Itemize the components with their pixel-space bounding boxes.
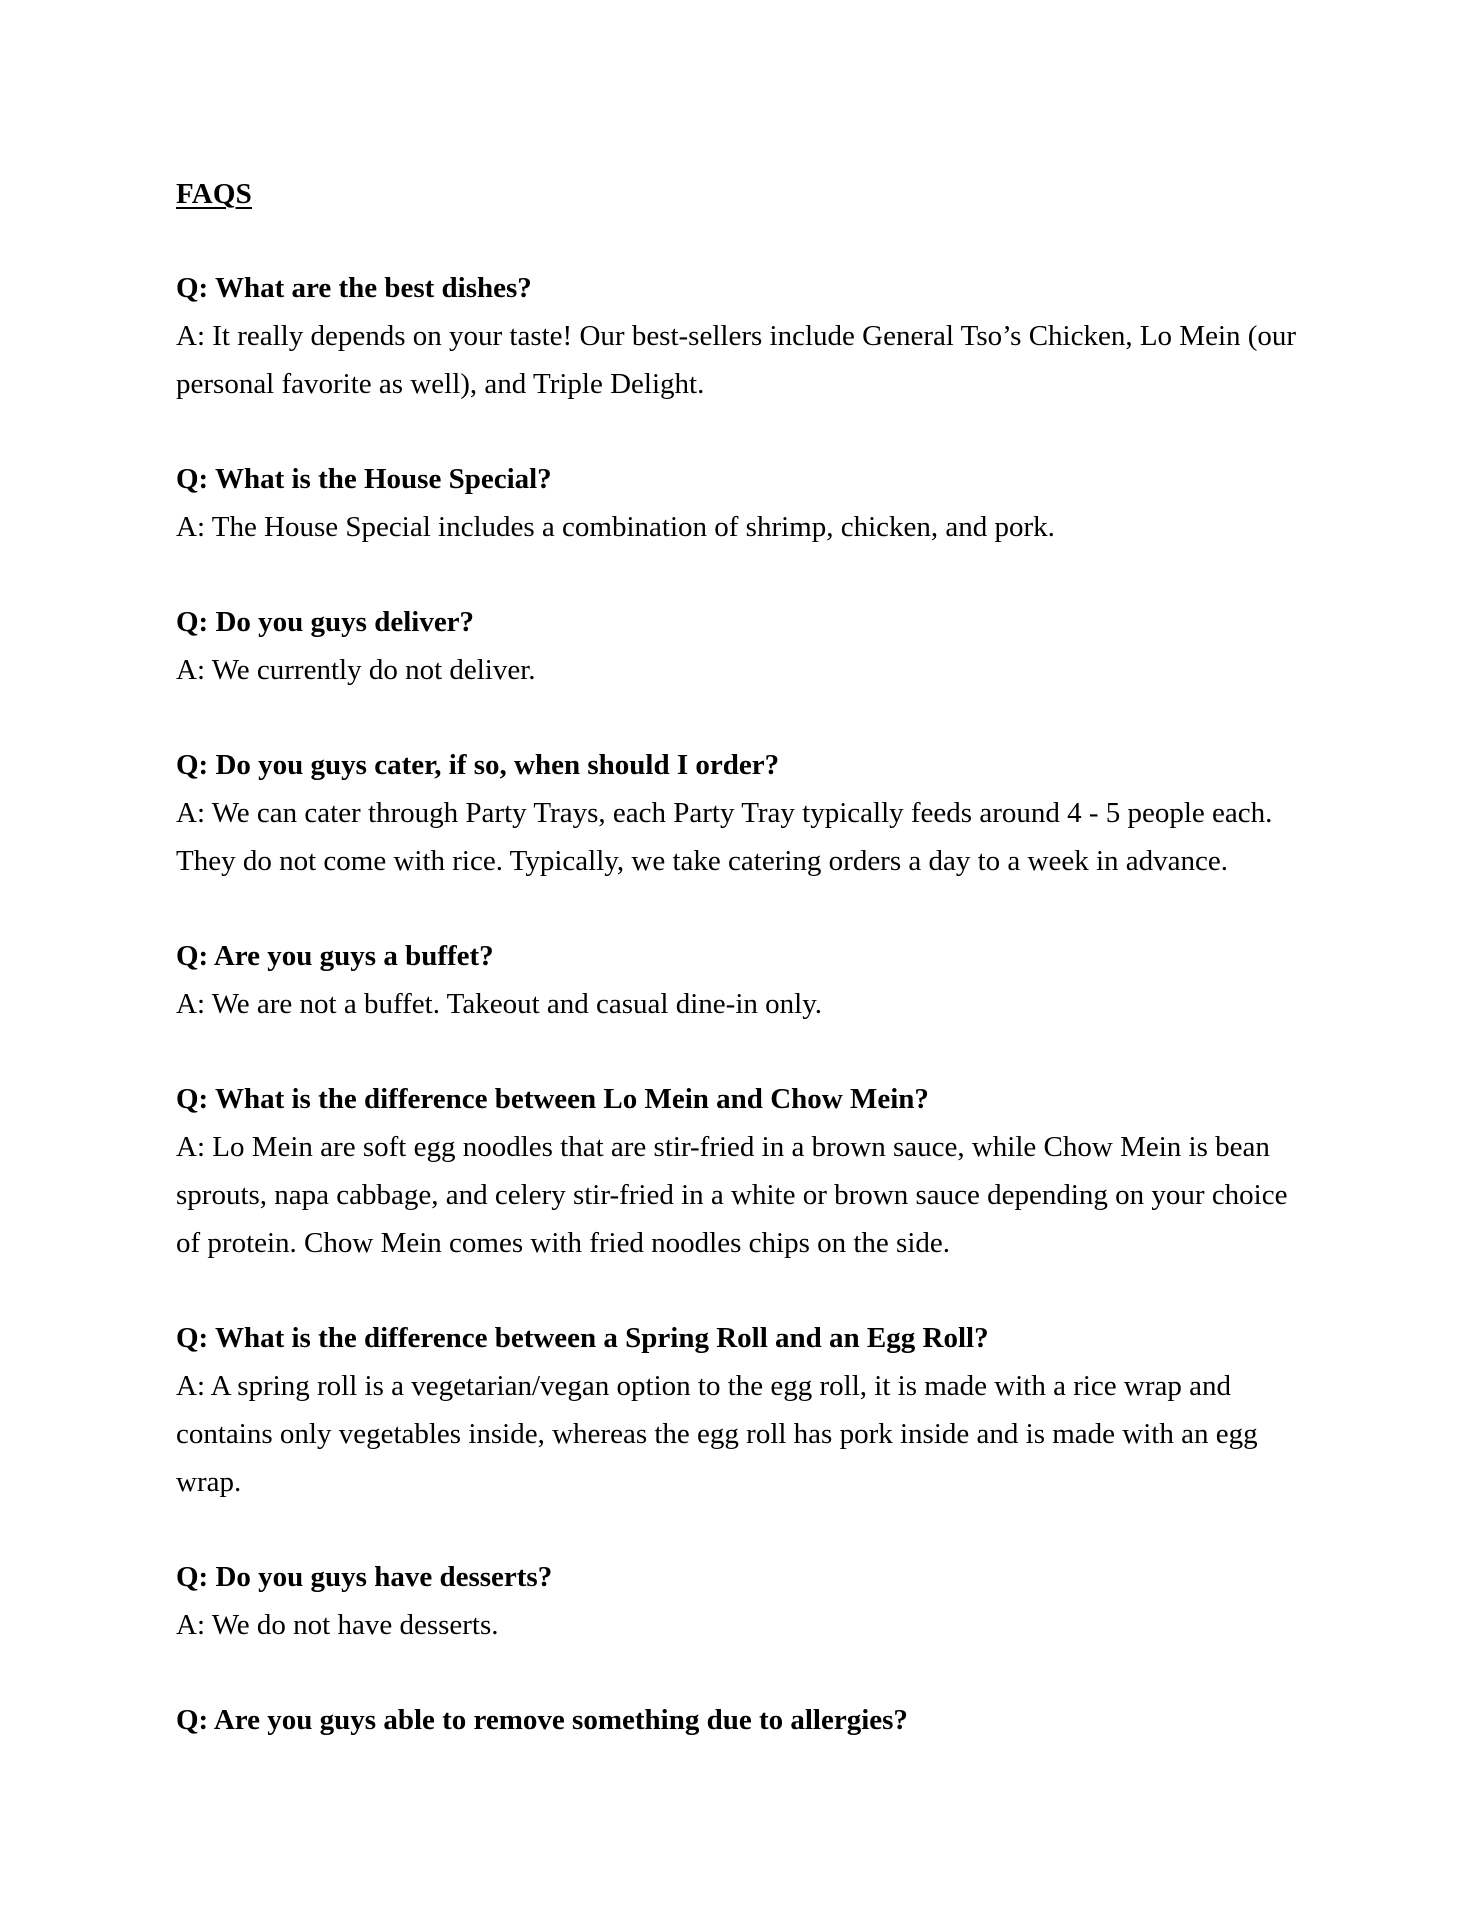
faq-question: Q: Do you guys deliver?: [176, 606, 475, 638]
faq-item: [176, 1314, 1316, 1506]
faq-answer: A: It really depends on your taste! Our best-sellers include General Tso’s Chicken, Lo Mein (our personal favorite as well), and Triple Delight.: [176, 320, 1297, 400]
faq-item: [176, 1075, 1316, 1267]
faq-list: [176, 264, 1316, 1744]
faq-question: Q: Are you guys a buffet?: [176, 940, 494, 972]
faq-question: Q: What is the difference between Lo Mein and Chow Mein?: [176, 1083, 929, 1115]
faq-item: [176, 741, 1316, 885]
faq-question: Q: What is the difference between a Spring Roll and an Egg Roll?: [176, 1322, 989, 1354]
faq-item: [176, 598, 1316, 694]
faq-answer: A: We are not a buffet. Takeout and casual dine-in only.: [176, 988, 823, 1020]
faq-question: Q: Are you guys able to remove something due to allergies?: [176, 1704, 908, 1736]
faq-question: Q: What is the House Special?: [176, 463, 552, 495]
document-content: [176, 170, 1316, 1791]
faq-question: Q: Do you guys have desserts?: [176, 1561, 553, 1593]
faq-answer: A: We do not have desserts.: [176, 1609, 499, 1641]
faq-item: [176, 455, 1316, 551]
faq-answer: A: A spring roll is a vegetarian/vegan option to the egg roll, it is made with a rice wrap and contains only vegetables inside, whereas the egg roll has pork inside and is made with an egg wrap.: [176, 1370, 1258, 1498]
faq-item: [176, 1553, 1316, 1649]
faq-item: [176, 1696, 1316, 1744]
faq-answer: A: We currently do not deliver.: [176, 654, 536, 686]
faq-answer: A: We can cater through Party Trays, each Party Tray typically feeds around 4 - 5 people each. They do not come with rice. Typically, we take catering orders a day to a week in advance.: [176, 797, 1273, 877]
faq-answer: A: Lo Mein are soft egg noodles that are stir-fried in a brown sauce, while Chow Mein is bean sprouts, napa cabbage, and celery stir-fried in a white or brown sauce depending on your choice of protein. Chow Mein comes with fried noodles chips on the side.: [176, 1131, 1288, 1259]
faq-question: Q: Do you guys cater, if so, when should I order?: [176, 749, 780, 781]
faq-item: [176, 932, 1316, 1028]
faq-question: Q: What are the best dishes?: [176, 272, 532, 304]
faq-answer: A: The House Special includes a combination of shrimp, chicken, and pork.: [176, 511, 1055, 543]
faq-item: [176, 264, 1316, 408]
page-title: FAQS: [176, 178, 252, 210]
